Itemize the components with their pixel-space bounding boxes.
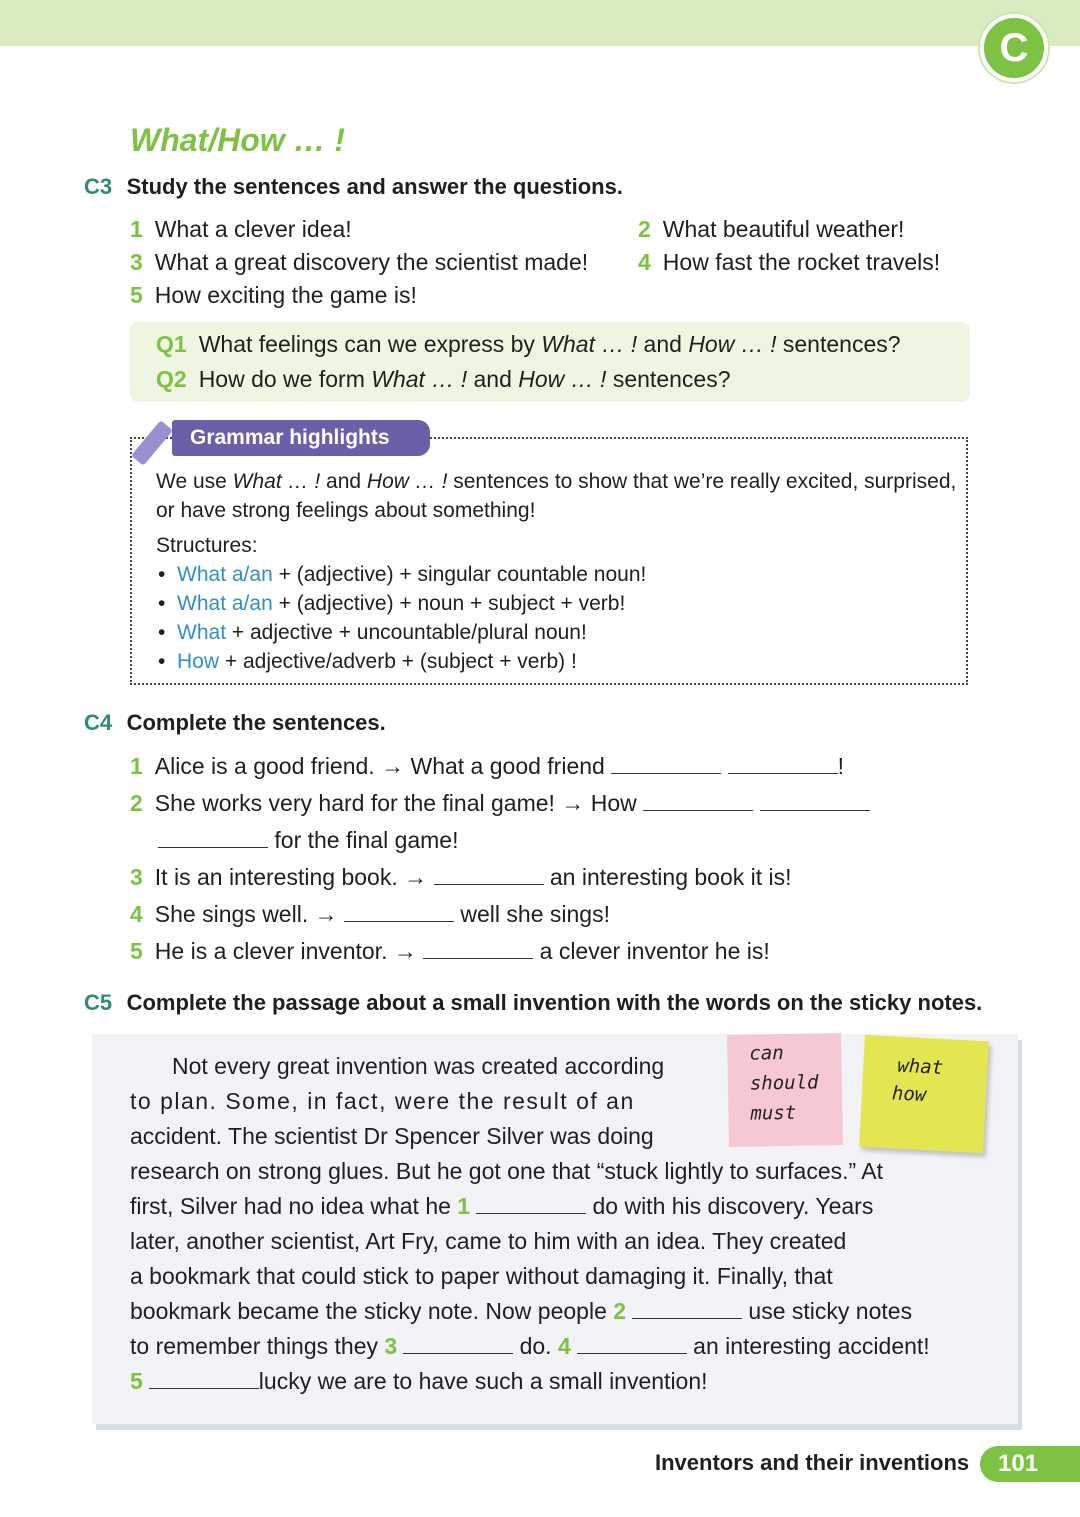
grammar-line-1: We use What … ! and How … ! sentences to show that we’re really excited, surprised, — [156, 470, 957, 493]
section-badge: C — [980, 14, 1048, 82]
answer-blank[interactable] — [632, 1298, 742, 1319]
answer-blank[interactable] — [434, 864, 544, 885]
c3-header — [84, 174, 623, 200]
passage-line: to remember things they 3 do. 4 an interesting accident! — [130, 1333, 930, 1359]
passage-line: to plan. Some, in fact, were the result of an — [130, 1088, 635, 1114]
exercise-item: 4 She sings well. → well she sings! — [130, 901, 610, 927]
answer-blank[interactable] — [577, 1333, 687, 1354]
question-2: Q2 How do we form What … ! and How … ! sentences? — [156, 366, 731, 392]
grammar-tag: Grammar highlights — [172, 420, 430, 456]
exercise-item: 2 She works very hard for the final game! → How — [130, 790, 870, 817]
grammar-line-2: or have strong feelings about something! — [156, 499, 536, 522]
task-title: Complete the sentences. — [126, 710, 386, 735]
question-1: Q1 What feelings can we express by What … ! and How … ! sentences? — [156, 331, 901, 357]
answer-blank[interactable] — [760, 790, 870, 811]
answer-blank[interactable] — [344, 901, 454, 922]
answer-blank[interactable] — [149, 1368, 259, 1389]
unit-title: Inventors and their inventions — [655, 1450, 970, 1475]
passage-line: first, Silver had no idea what he 1 do with his discovery. Years — [130, 1193, 874, 1219]
task-number: C4 — [84, 710, 113, 735]
passage-line: a bookmark that could stick to paper without damaging it. Finally, that — [130, 1263, 833, 1289]
page-number: 101 — [980, 1446, 1080, 1482]
passage-line: 5 lucky we are to have such a small invention! — [130, 1368, 708, 1394]
task-title: Study the sentences and answer the questions. — [126, 174, 623, 199]
structure-item: • What a/an + (adjective) + singular countable noun! — [158, 563, 647, 586]
task-number: C5 — [84, 990, 113, 1015]
exercise-item: 3 It is an interesting book. → an interesting book it is! — [130, 864, 792, 890]
answer-blank[interactable] — [423, 938, 533, 959]
c4-header — [84, 710, 386, 736]
passage-line: Not every great invention was created according — [172, 1053, 665, 1079]
structure-item: • What a/an + (adjective) + noun + subject + verb! — [158, 592, 626, 615]
answer-blank[interactable] — [611, 753, 721, 774]
passage-line: bookmark became the sticky note. Now people 2 use sticky notes — [130, 1298, 913, 1324]
list-item: 2 What beautiful weather! — [638, 216, 905, 242]
structure-item: • How + adjective/adverb + (subject + verb) ! — [158, 650, 577, 673]
task-number: C3 — [84, 174, 113, 199]
c5-header — [84, 990, 982, 1016]
passage-line: research on strong glues. But he got one that “stuck lightly to surfaces.” At — [130, 1158, 884, 1184]
list-item: 5 How exciting the game is! — [130, 282, 417, 308]
sticky-note-yellow: what how — [859, 1035, 989, 1153]
structure-item: • What + adjective + uncountable/plural noun! — [158, 621, 587, 644]
answer-blank[interactable] — [728, 753, 838, 774]
list-item: 4 How fast the rocket travels! — [638, 249, 941, 275]
answer-blank[interactable] — [476, 1193, 586, 1214]
top-banner — [0, 0, 1080, 46]
answer-blank[interactable] — [158, 827, 268, 848]
exercise-item: for the final game! — [158, 827, 459, 854]
exercise-item: 5 He is a clever inventor. → a clever inventor he is! — [130, 938, 770, 964]
exercise-item: 1 Alice is a good friend. → What a good friend ! — [130, 753, 844, 779]
sticky-note-pink: can should must — [727, 1033, 843, 1147]
list-item: 3 What a great discovery the scientist made! — [130, 249, 589, 275]
structures-label: Structures: — [156, 534, 258, 557]
section-heading: What/How … ! — [130, 122, 346, 158]
passage-line: accident. The scientist Dr Spencer Silver was doing — [130, 1123, 654, 1149]
task-title: Complete the passage about a small invention with the words on the sticky notes. — [126, 990, 983, 1015]
list-item: 1 What a clever idea! — [130, 216, 352, 242]
answer-blank[interactable] — [643, 790, 753, 811]
answer-blank[interactable] — [403, 1333, 513, 1354]
passage-line: later, another scientist, Art Fry, came to him with an idea. They created — [130, 1228, 847, 1254]
